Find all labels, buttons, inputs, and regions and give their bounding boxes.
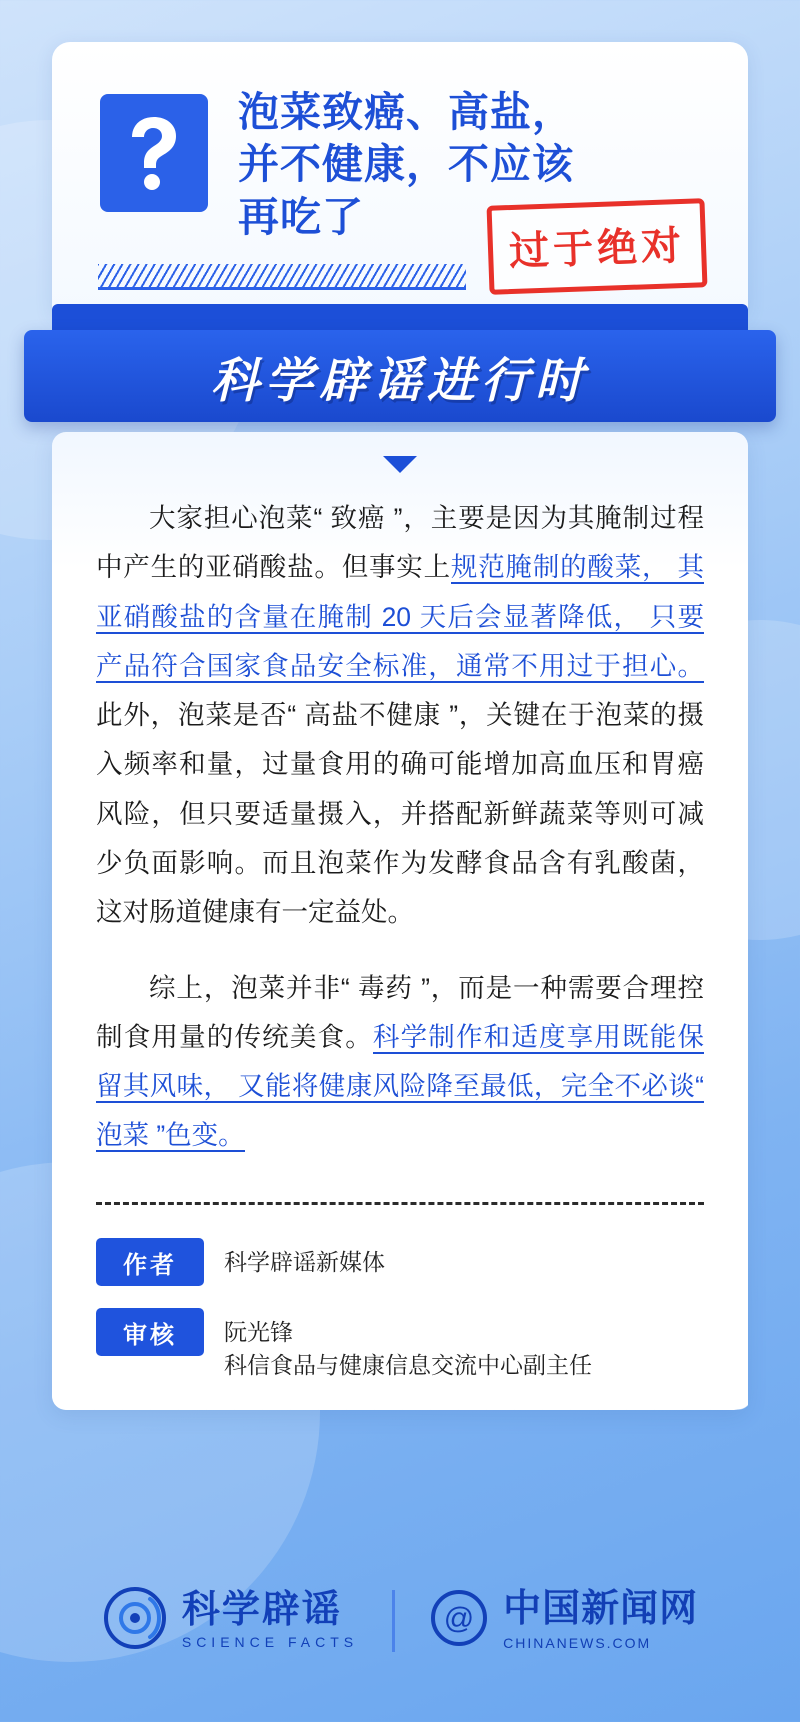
banner-section: [24, 304, 776, 422]
credit-tag-reviewer: 审核: [96, 1308, 204, 1356]
credit-value-reviewer: [224, 1308, 592, 1383]
brand-science-facts: [102, 1585, 358, 1656]
caret-down-icon: [383, 456, 417, 473]
article-body: [96, 494, 704, 1187]
header-card: [52, 42, 748, 314]
credit-author-line-1: 科学辟谣新媒体: [224, 1249, 385, 1275]
brand-science-facts-cn: 科学辟谣: [181, 1588, 342, 1631]
credit-row: [96, 1238, 704, 1286]
card-scallop-edge: [52, 1396, 748, 1426]
p2-text-1: 综上，泡菜并非“ 毒药 ”，而是一种需要合理控制食用量的传统美食。: [96, 972, 704, 1052]
headline-line-3: 再吃了: [238, 193, 364, 240]
credit-row: [96, 1308, 704, 1383]
content-card: [52, 432, 748, 1410]
credits-section: [96, 1238, 704, 1405]
headline-line-1: 泡菜致癌、高盐，: [238, 89, 574, 135]
p1-highlight-1: 规范腌制的酸菜， 其亚硝酸盐的含量在腌制 20 天后会显著降低， 只要产品符合国家食品安全标准，通常不用过于担心。: [96, 552, 704, 681]
decorative-hatch-rule: [98, 264, 466, 290]
credit-reviewer-line-1: 阮光锋: [224, 1319, 293, 1345]
footer: [0, 1585, 800, 1656]
brand-chinanews-texts: [503, 1590, 698, 1651]
p1-text-1: 大家担心泡菜“ 致癌 ”，主要是因为其腌制过程中产生的亚硝酸盐。但事实上: [96, 503, 704, 583]
brand-science-facts-en: SCIENCE FACTS: [181, 1634, 359, 1651]
headline-line-2: 并不健康，不应该: [238, 141, 574, 188]
paragraph-2: [96, 964, 704, 1161]
banner: [24, 330, 776, 422]
verdict-stamp: 过于绝对: [487, 198, 708, 295]
svg-text:@: @: [443, 1602, 475, 1635]
footer-divider: [392, 1590, 395, 1652]
science-facts-logo-icon: [102, 1585, 168, 1656]
p1-text-2: 此外，泡菜是否“ 高盐不健康 ”，关键在于泡菜的摄入频率和量，过量食用的确可能增加高血压和胃癌风险，但只要适量摄入，并搭配新鲜蔬菜等则可减少负面影响。而且泡菜作为发酵食品含有乳酸菌，这对肠道健康有一定益处。: [96, 700, 704, 928]
brand-chinanews: [429, 1588, 698, 1653]
p2-highlight-1: 科学制作和适度享用既能保留其风味， 又能将健康风险降至最低，完全不必谈“ 泡菜 ”色变。: [96, 1021, 705, 1151]
dashed-divider: [96, 1202, 704, 1205]
credit-tag-author: 作者: [96, 1238, 204, 1286]
credit-value-author: [224, 1238, 385, 1279]
brand-chinanews-en: CHINANEWS.COM: [503, 1634, 652, 1651]
credit-reviewer-line-2: 科信食品与健康信息交流中心副主任: [224, 1352, 592, 1379]
question-mark-badge-icon: [100, 94, 208, 212]
banner-title: 科学辟谣进行时: [210, 354, 589, 408]
paragraph-1: [96, 494, 704, 938]
brand-chinanews-cn: 中国新闻网: [503, 1588, 699, 1631]
brand-science-facts-texts: [181, 1588, 359, 1651]
chinanews-logo-icon: [429, 1588, 489, 1653]
